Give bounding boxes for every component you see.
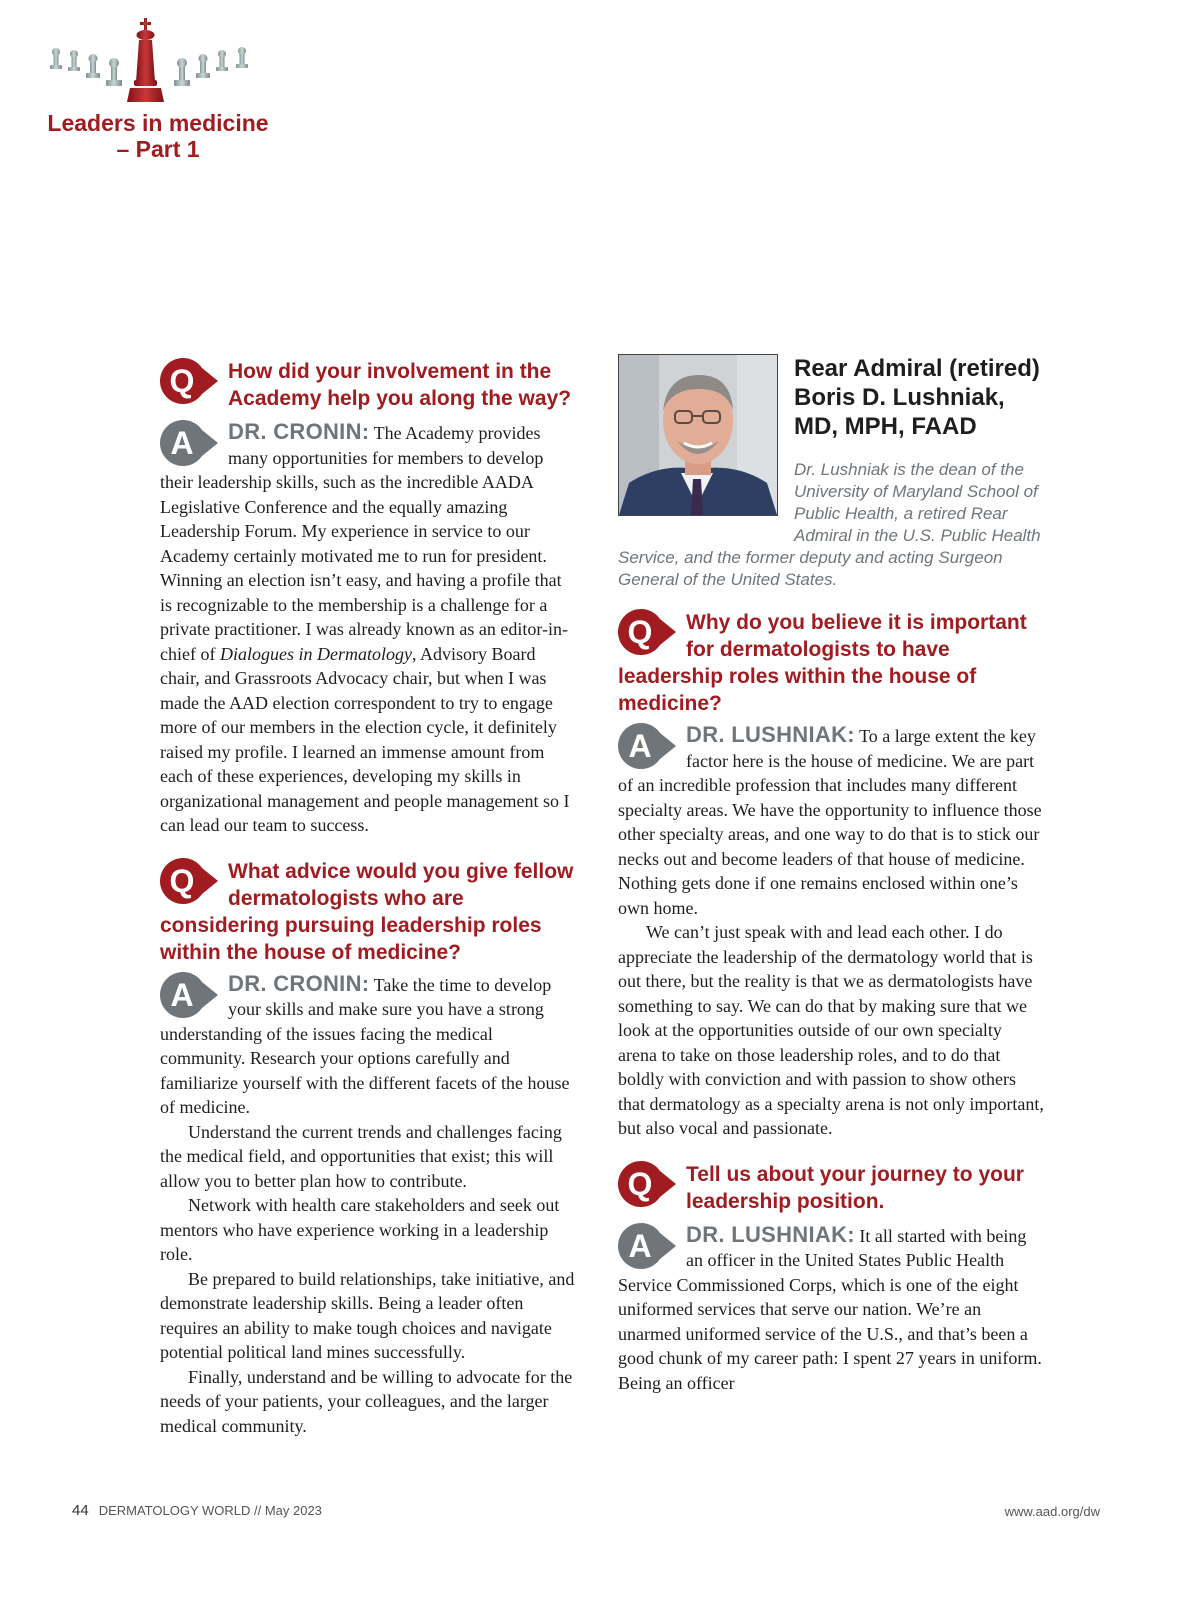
question-1 (160, 358, 578, 414)
answer-3 (618, 723, 1044, 1141)
question-text: Why do you believe it is important for dermatologists to have leadership roles within the house of medicine? (618, 611, 1027, 715)
answer-paragraph: Finally, understand and be willing to advocate for the needs of your patients, your colleagues, and the larger medical community. (160, 1366, 573, 1436)
a-badge-icon (616, 721, 678, 771)
answer-paragraph: We can’t just speak with and lead each other. I do appreciate the leadership of the dermatology world that is out there, but the reality is that we as dermatologists have something to say. We can do that by making sure that we look at the opportunities outside of our own specialty arena to take on those leadership roles, and to do that boldly with conviction and with passion to show others that dermatology as a specialty arena is not only important, but also vocal and passionate. (618, 922, 1044, 1138)
a-badge-letter: A (628, 1227, 652, 1264)
question-text: What advice would you give fellow dermatologists who are considering pursuing leadership roles within the house of medicine? (160, 859, 574, 964)
answer-text: Take the time to develop your skills and make sure you have a strong understanding of the issues facing the medical community. Research your options carefully and familiarize yourself with the different facets of the house of medicine. (160, 974, 570, 1117)
footer-left (72, 1502, 322, 1519)
q-badge-icon (158, 856, 220, 906)
publication-info: DERMATOLOGY WORLD // May 2023 (98, 1503, 322, 1518)
a-badge-letter: A (170, 976, 194, 1013)
answer-paragraph: Understand the current trends and challenges facing the medical field, and opportunities that exist; this will allow you to better plan how to contribute. (160, 1121, 562, 1191)
profile-box (618, 354, 1044, 591)
answer-text: The Academy provides many opportunities for members to develop their leadership skills, such as the incredible AADA Legislative Conference and the equally amazing Leadership Forum. My experience in service to our Academy certainly motivated me to run for president. Winning an election isn’t easy, and having a profile that is recognizable to the membership is a challenge for a private practitioner. I was already known as an editor-in-chief of (160, 423, 568, 664)
answer-speaker: DR. LUSHNIAK: (686, 722, 855, 747)
profile-bio: Dr. Lushniak is the dean of the University of Maryland School of Public Health, a retired Rear Admiral in the U.S. Public Health Service, and the former deputy and acting Surgeon General of the United States. (618, 460, 1041, 589)
q-badge-letter: Q (627, 1165, 653, 1202)
chess-king-and-pawns-icon (46, 18, 272, 108)
footer-url: www.aad.org/dw (1004, 1504, 1100, 1519)
portrait-photo (618, 354, 778, 516)
series-logo (38, 18, 278, 178)
a-badge-letter: A (170, 425, 194, 461)
q-badge-icon (616, 1159, 678, 1209)
answer-speaker: DR. LUSHNIAK: (686, 1221, 855, 1247)
q-badge-icon (158, 356, 220, 406)
question-4 (618, 1161, 1044, 1217)
a-badge-icon (158, 418, 220, 468)
a-badge-letter: A (628, 728, 652, 764)
answer-2 (160, 972, 578, 1439)
series-title: Leaders in medicine – Part 1 (47, 110, 269, 162)
answer-speaker: DR. CRONIN: (228, 970, 370, 996)
q-badge-letter: Q (627, 614, 653, 650)
question-text: How did your involvement in the Academy help you along the way? (228, 360, 572, 410)
publication-title: Dialogues in Dermatology (219, 643, 412, 664)
answer-speaker: DR. CRONIN: (228, 419, 370, 444)
q-badge-icon (616, 607, 678, 657)
q-badge-letter: Q (169, 862, 195, 899)
answer-4 (618, 1223, 1044, 1396)
page-number: 44 (72, 1502, 89, 1519)
question-3 (618, 609, 1044, 717)
left-column (160, 358, 578, 1458)
right-column (618, 355, 1044, 1415)
answer-paragraph: Network with health care stakeholders and seek out mentors who have experience working in a leadership role. (160, 1195, 560, 1264)
answer-text: It all started with being an officer in the United States Public Health Service Commissioned Corps, which is one of the eight uniformed services that serve our nation. We’re an unarmed uniformed service of the U.S., and that’s been a good chunk of my career path: I spent 27 years in uniform. Being an officer (618, 1225, 1042, 1393)
question-2 (160, 858, 578, 966)
answer-paragraph: Be prepared to build relationships, take initiative, and demonstrate leadership skills. Being a leader often requires an ability to make tough choices and navigate potential political land mines successfully. (160, 1268, 575, 1362)
a-badge-icon (616, 1221, 678, 1271)
q-badge-letter: Q (169, 363, 195, 399)
question-text: Tell us about your journey to your leadership position. (686, 1162, 1024, 1213)
answer-text-continued: , Advisory Board chair, and Grassroots Advocacy chair, but when I was made the AAD election correspondent to try to engage more of our members in the election cycle, it definitely raised my profile. I learned an immense amount from each of these experiences, developing my skills in organizational management and people management so I can lead our team to success. (160, 643, 570, 835)
answer-text: To a large extent the key factor here is the house of medicine. We are part of an incredible profession that includes many different specialty areas. We have the opportunity to influence those other specialty areas, and one way to do that is to stick our necks out and become leaders of that house of medicine. Nothing gets done if one remains enclosed within one’s own home. (618, 726, 1042, 918)
profile-name: Rear Admiral (retired) Boris D. Lushniak, MD, MPH, FAAD (794, 355, 1040, 440)
answer-1 (160, 420, 578, 838)
a-badge-icon (158, 970, 220, 1020)
